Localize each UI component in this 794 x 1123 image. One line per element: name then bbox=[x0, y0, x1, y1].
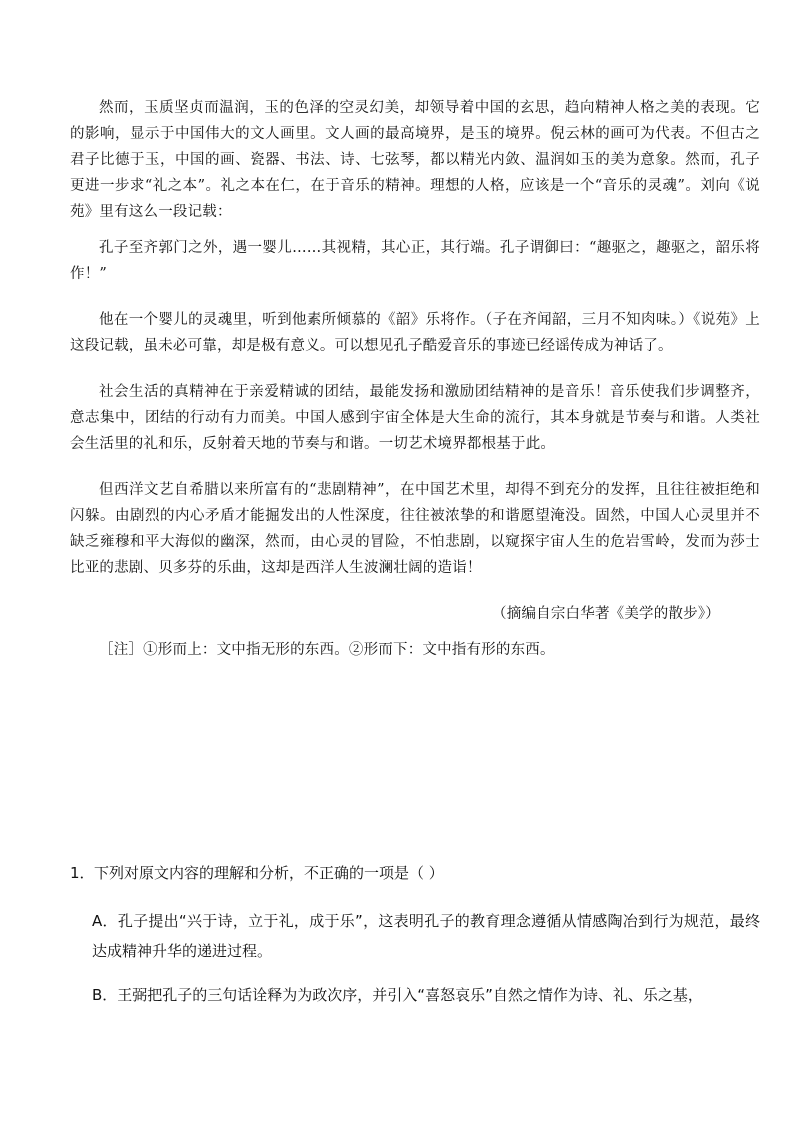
question-text: 下列对原文内容的理解和分析，不正确的一项是（ ） bbox=[94, 864, 444, 882]
passage-quote-paragraph: 孔子至齐郭门之外，遇一婴儿……其视精，其心正，其行端。孔子谓御曰：“趣驱之，趣驱之，韶乐将作！” bbox=[70, 240, 760, 282]
passage-paragraph: 然而，玉质坚贞而温润，玉的色泽的空灵幻美，却领导着中国的玄思，趋向精神人格之美的表现。它的影响，显示于中国伟大的文人画里。文人画的最高境界，是玉的境界。倪云林的画可为代表。不但古之君子比德于玉，中国的画、瓷器、书法、诗、七弦琴，都以精光内敛、温润如玉的美为意象。然而，孔子更进一步求“礼之本”。礼之本在仁，在于音乐的精神。理想的人格，应该是一个“音乐的灵魂”。刘向《说苑》里有这么一段记载： bbox=[70, 100, 760, 220]
question-section bbox=[70, 858, 760, 1024]
option-text: 孔子提出“兴于诗，立于礼，成于乐”，这表明孔子的教育理念遵循从情感陶冶到行为规范，最终达成精神升华的递进过程。 bbox=[92, 912, 761, 960]
question-stem bbox=[70, 858, 760, 888]
passage-paragraph: 社会生活的真精神在于亲爱精诚的团结，最能发扬和激励团结精神的是音乐！音乐使我们步调整齐，意志集中，团结的行动有力而美。中国人感到宇宙全体是大生命的流行，其本身就是节奏与和谐。人类社会生活里的礼和乐，反射着天地的节奏与和谐。一切艺术境界都根基于此。 bbox=[70, 384, 760, 452]
passage-paragraph: 他在一个婴儿的灵魂里，听到他素所倾慕的《韶》乐将作。（子在齐闻韶，三月不知肉味。）《说苑》上这段记载，虽未必可靠，却是极有意义。可以想见孔子酷爱音乐的事迹已经谣传成为神话了。 bbox=[70, 312, 760, 354]
reading-passage bbox=[70, 95, 760, 677]
option-a bbox=[70, 906, 760, 966]
passage-source: （摘编自宗白华著《美学的散步》） bbox=[492, 606, 720, 622]
option-letter: A． bbox=[92, 912, 118, 930]
passage-annotation-note: ［注］①形而上：文中指无形的东西。②形而下：文中指有形的东西。 bbox=[99, 642, 555, 658]
option-text: 王弼把孔子的三句话诠释为为政次序，并引入“喜怒哀乐”自然之情作为诗、礼、乐之基， bbox=[117, 986, 703, 1004]
option-letter: B． bbox=[92, 986, 118, 1004]
question-number: 1． bbox=[70, 864, 95, 882]
option-b bbox=[70, 980, 760, 1010]
passage-paragraph: 但西洋文艺自希腊以来所富有的“悲剧精神”，在中国艺术里，却得不到充分的发挥，且往往被拒绝和闪躲。由剧烈的内心矛盾才能掘发出的人性深度，往往被浓挚的和谐愿望淹没。固然，中国人心灵里并不缺乏雍穆和平大海似的幽深，然而，由心灵的冒险，不怕悲剧，以窥探宇宙人生的危岩雪岭，发而为莎士比亚的悲剧、贝多芬的乐曲，这却是西洋人生波澜壮阔的造诣！ bbox=[70, 482, 760, 576]
